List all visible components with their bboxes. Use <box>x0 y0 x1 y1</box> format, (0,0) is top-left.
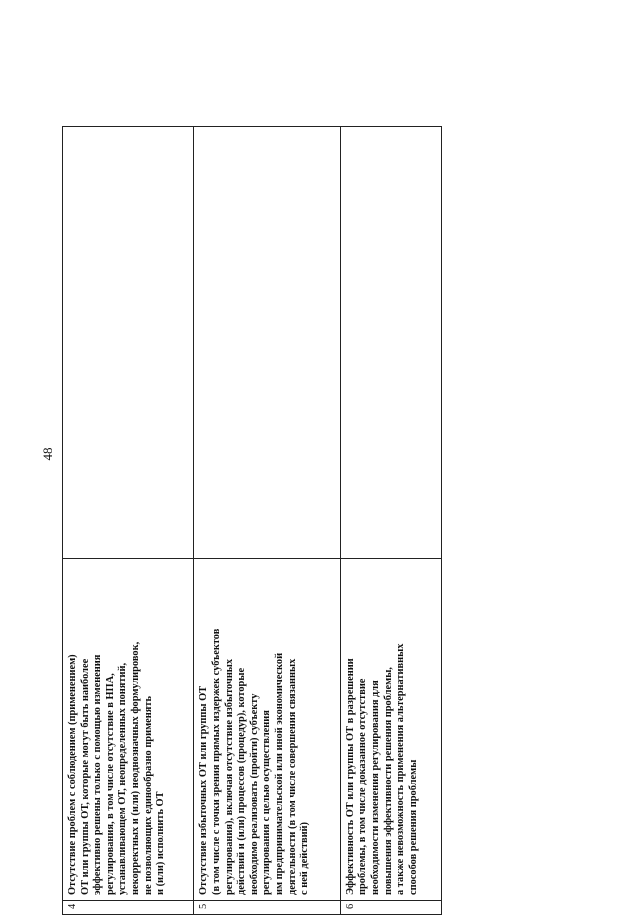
table-row <box>194 127 340 915</box>
table-row <box>340 127 441 915</box>
text-line: эффективно решены только с помощью изменения <box>92 654 104 895</box>
text-line: регулирования с целью осуществления <box>261 710 273 895</box>
empty-cell <box>63 127 194 559</box>
text-line: действий и (или) процессов (процедур), которые <box>236 667 248 895</box>
text-line: а также невозможность применения альтернативных <box>395 643 407 895</box>
text-line: необходимо реализовать (пройти) субъекту <box>248 693 260 895</box>
text-line: деятельности (в том числе совершения связанных <box>286 658 298 895</box>
text-line: повышения эффективности решения проблемы, <box>382 667 394 895</box>
text-line: Отсутствие проблем с соблюдением (применением) <box>67 654 78 895</box>
text-line: с ней действий) <box>299 821 311 895</box>
criteria-table <box>62 126 442 915</box>
text-line: Отсутствие избыточных ОТ или группы ОТ <box>198 685 210 895</box>
text-line: (в том числе с точки зрения прямых издержек субъектов <box>210 628 222 895</box>
text-line: и (или) исполнить ОТ <box>155 791 167 895</box>
table-row <box>63 127 194 915</box>
text-line: некорректных и (или) неоднозначных формулировок, <box>129 641 141 895</box>
text-line: устанавливающем ОТ, неопределенных понятий, <box>117 662 129 895</box>
criterion-text <box>63 559 194 901</box>
text-line: не позволяющих единообразно применять <box>142 696 154 895</box>
rotated-table-container <box>62 127 442 915</box>
text-line: регулирования), включая отсутствие избыточных <box>223 658 235 895</box>
text-line: способов решения проблемы <box>407 759 419 895</box>
text-line: Эффективность ОТ или группы ОТ в разрешении <box>344 658 356 895</box>
empty-cell <box>340 127 441 559</box>
row-number: 5 <box>194 901 340 915</box>
criterion-text <box>194 559 340 901</box>
page-number: 48 <box>40 447 55 461</box>
criterion-text <box>340 559 441 901</box>
empty-cell <box>194 127 340 559</box>
text-line: ОТ или группы ОТ, которые могут быть наиболее <box>79 658 91 895</box>
row-number: 6 <box>340 901 441 915</box>
text-line: регулирования, в том числе отсутствие в НПА, <box>104 673 116 895</box>
text-line: проблемы, в том числе доказанное отсутствие <box>357 678 369 895</box>
row-number: 4 <box>63 901 194 915</box>
text-line: им предпринимательской или иной экономической <box>273 652 285 895</box>
text-line: необходимости изменения регулирования для <box>369 680 381 895</box>
